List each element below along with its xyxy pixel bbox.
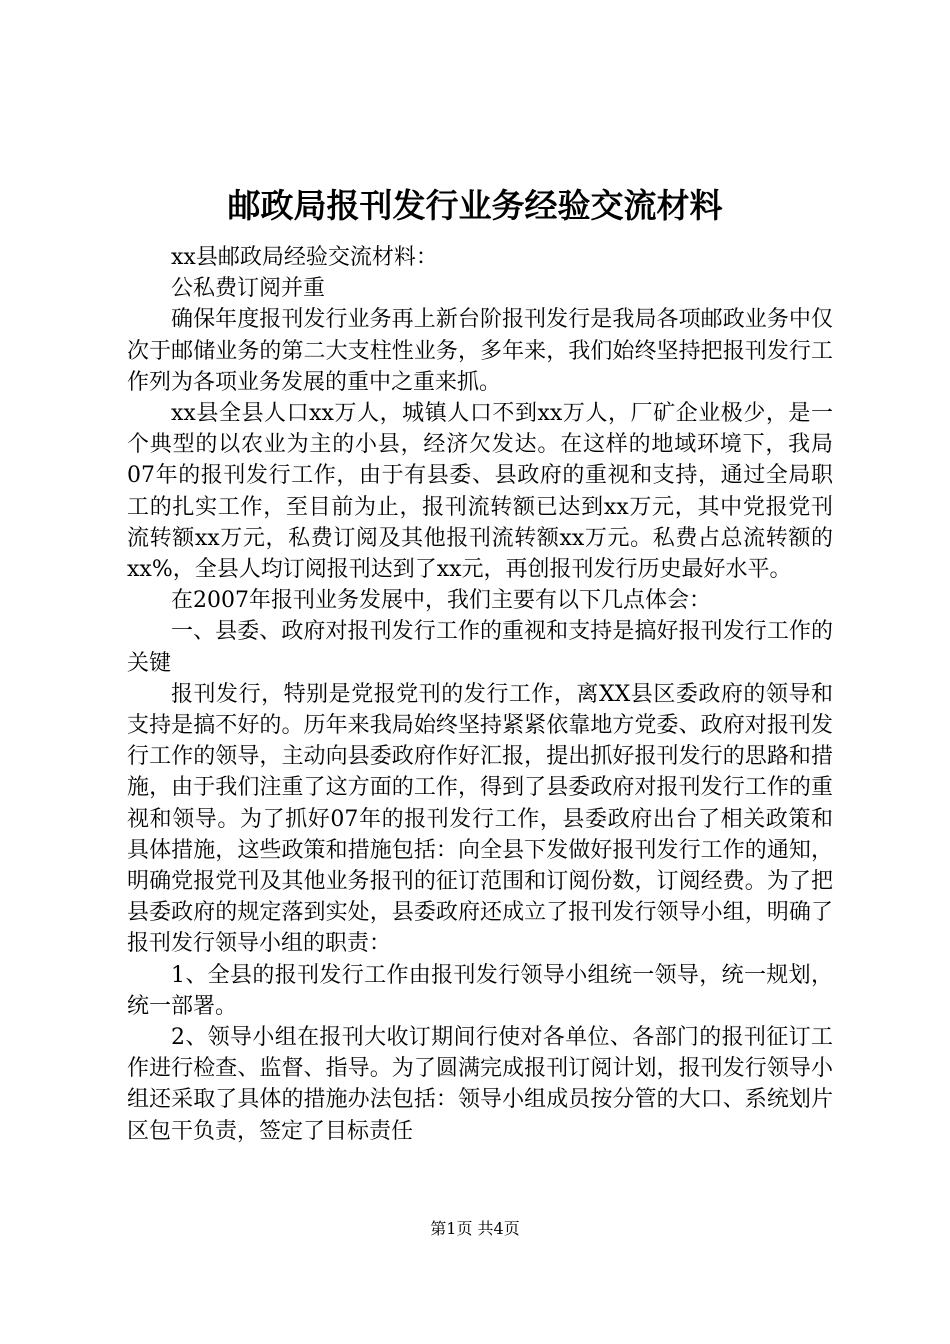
paragraph: 确保年度报刊发行业务再上新台阶报刊发行是我局各项邮政业务中仅次于邮储业务的第二大支柱性业务，多年来，我们始终坚持把报刊发行工作列为各项业务发展的重中之重来抓。 — [127, 307, 833, 395]
paragraph: 一、县委、政府对报刊发行工作的重视和支持是搞好报刊发行工作的关键 — [127, 619, 833, 676]
paragraph: 1、全县的报刊发行工作由报刊发行领导小组统一领导，统一规划，统一部署。 — [127, 962, 833, 1019]
paragraph: 2、领导小组在报刊大收订期间行使对各单位、各部门的报刊征订工作进行检查、监督、指导。为了圆满完成报刊订阅计划，报刊发行领导小组还采取了具体的措施办法包括：领导小组成员按分管的大口、系统划片区包干负责，签定了目标责任 — [127, 1025, 833, 1144]
document-body — [127, 242, 833, 1147]
paragraph: 报刊发行，特别是党报党刊的发行工作，离XX县区委政府的领导和支持是搞不好的。历年来我局始终坚持紧紧依靠地方党委、政府对报刊发行工作的领导，主动向县委政府作好汇报，提出抓好报刊发行的思路和措施，由于我们注重了这方面的工作，得到了县委政府对报刊发行工作的重视和领导。为了抓好07年的报刊发行工作，县委政府出台了相关政策和具体措施，这些政策和措施包括：向全县下发做好报刊发行工作的通知，明确党报党刊及其他业务报刊的征订范围和订阅份数，订阅经费。为了把县委政府的规定落到实处，县委政府还成立了报刊发行领导小组，明确了报刊发行领导小组的职责： — [127, 681, 833, 957]
page-footer: 第1页 共4页 — [430, 1219, 520, 1238]
paragraph: xx县全县人口xx万人，城镇人口不到xx万人，厂矿企业极少，是一个典型的以农业为主的小县，经济欠发达。在这样的地域环境下，我局07年的报刊发行工作，由于有县委、县政府的重视和支持，通过全局职工的扎实工作，至目前为止，报刊流转额已达到xx万元，其中党报党刊流转额xx万元，私费订阅及其他报刊流转额xx万元。私费占总流转额的xx%，全县人均订阅报刊达到了xx元，再创报刊发行历史最好水平。 — [127, 401, 833, 583]
document-title: 邮政局报刊发行业务经验交流材料 — [227, 186, 723, 225]
paragraph: xx县邮政局经验交流材料： — [171, 245, 438, 270]
paragraph: 在2007年报刊业务发展中，我们主要有以下几点体会： — [171, 588, 711, 614]
paragraph: 公私费订阅并重 — [171, 276, 326, 302]
